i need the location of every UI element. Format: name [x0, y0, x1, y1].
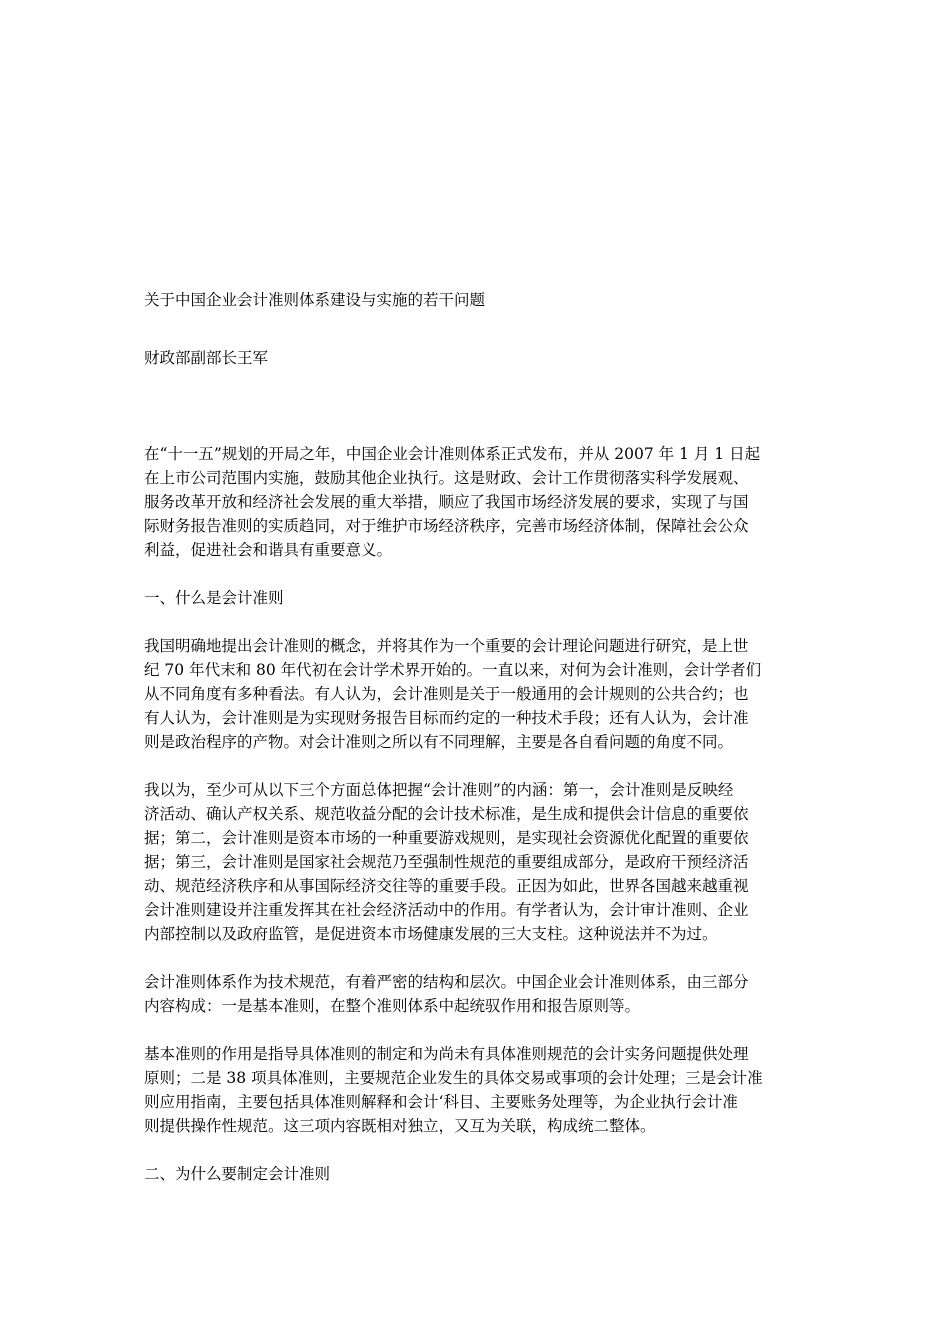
section-heading — [144, 1162, 808, 1186]
text-line: 际财务报告准则的实质趋同，对于维护市场经济秩序，完善市场经济体制，保障社会公众 — [144, 517, 749, 535]
text-line: 二、为什么要制定会计准则 — [144, 1165, 331, 1183]
text-line: 我国明确地提出会计准则的概念，并将其作为一个重要的会计理论问题进行研究，是上世 — [144, 637, 749, 655]
body-paragraph — [144, 1042, 808, 1138]
text-line: 在“十一五”规划的开局之年，中国企业会计准则体系正式发布，并从 2007 年 1 月 1 日起 — [144, 445, 761, 463]
body-paragraph — [144, 634, 808, 754]
text-line: 则是政治程序的产物。对会计准则之所以有不同理解，主要是各自看问题的角度不同。 — [144, 733, 734, 751]
text-line: 原则；二是 38 项具体准则，主要规范企业发生的具体交易或事项的会计处理；三是会计准 — [144, 1069, 763, 1087]
text-line: 在上市公司范围内实施，鼓励其他企业执行。这是财政、会计工作贯彻落实科学发展观、 — [144, 469, 749, 487]
text-line: 一、什么是会计准则 — [144, 589, 284, 607]
document-author: 财政部副部长王军 — [144, 349, 269, 367]
document-body — [144, 442, 808, 1186]
text-line: 则提供操作性规范。这三项内容既相对独立，又互为关联，构成统二整体。 — [144, 1117, 656, 1135]
text-line: 内部控制以及政府监管，是促进资本市场健康发展的三大支柱。这种说法并不为过。 — [144, 925, 718, 943]
text-line: 我以为，至少可从以下三个方面总体把握“会计准则”的内涵：第一，会计准则是反映经 — [144, 781, 734, 799]
text-line: 基本准则的作用是指导具体准则的制定和为尚未有具体准则规范的会计实务问题提供处理 — [144, 1045, 749, 1063]
body-paragraph — [144, 778, 808, 946]
body-paragraph — [144, 442, 808, 562]
text-line: 有人认为，会计准则是为实现财务报告目标而约定的一种技术手段；还有人认为，会计准 — [144, 709, 749, 727]
body-paragraph — [144, 970, 808, 1018]
section-heading — [144, 586, 808, 610]
text-line: 会计准则建设并注重发挥其在社会经济活动中的作用。有学者认为，会计审计准则、企业 — [144, 901, 749, 919]
text-line: 服务改革开放和经济社会发展的重大举措，顺应了我国市场经济发展的要求，实现了与国 — [144, 493, 749, 511]
text-line: 据；第三，会计准则是国家社会规范乃至强制性规范的重要组成部分，是政府干预经济活 — [144, 853, 749, 871]
document-page — [144, 288, 808, 1186]
text-line: 内容构成：一是基本准则，在整个准则体系中起统驭作用和报告原则等。 — [144, 997, 641, 1015]
document-title: 关于中国企业会计准则体系建设与实施的若干问题 — [144, 291, 486, 309]
text-line: 利益，促进社会和谐具有重要意义。 — [144, 541, 393, 559]
text-line: 据；第二，会计准则是资本市场的一种重要游戏规则，是实现社会资源优化配置的重要依 — [144, 829, 749, 847]
text-line: 济活动、确认产权关系、规范收益分配的会计技术标准，是生成和提供会计信息的重要依 — [144, 805, 749, 823]
text-line: 会计准则体系作为技术规范，有着严密的结构和层次。中国企业会计准则体系，由三部分 — [144, 973, 749, 991]
text-line: 动、规范经济秩序和从事国际经济交往等的重要手段。正因为如此，世界各国越来越重视 — [144, 877, 749, 895]
text-line: 则应用指南，主要包括具体准则解释和会计‘科目、主要账务处理等，为企业执行会计准 — [144, 1093, 738, 1111]
text-line: 纪 70 年代末和 80 年代初在会计学术界开始的。一直以来，对何为会计准则，会计学者们 — [144, 661, 762, 679]
text-line: 从不同角度有多种看法。有人认为，会计准则是关于一般通用的会计规则的公共合约；也 — [144, 685, 749, 703]
